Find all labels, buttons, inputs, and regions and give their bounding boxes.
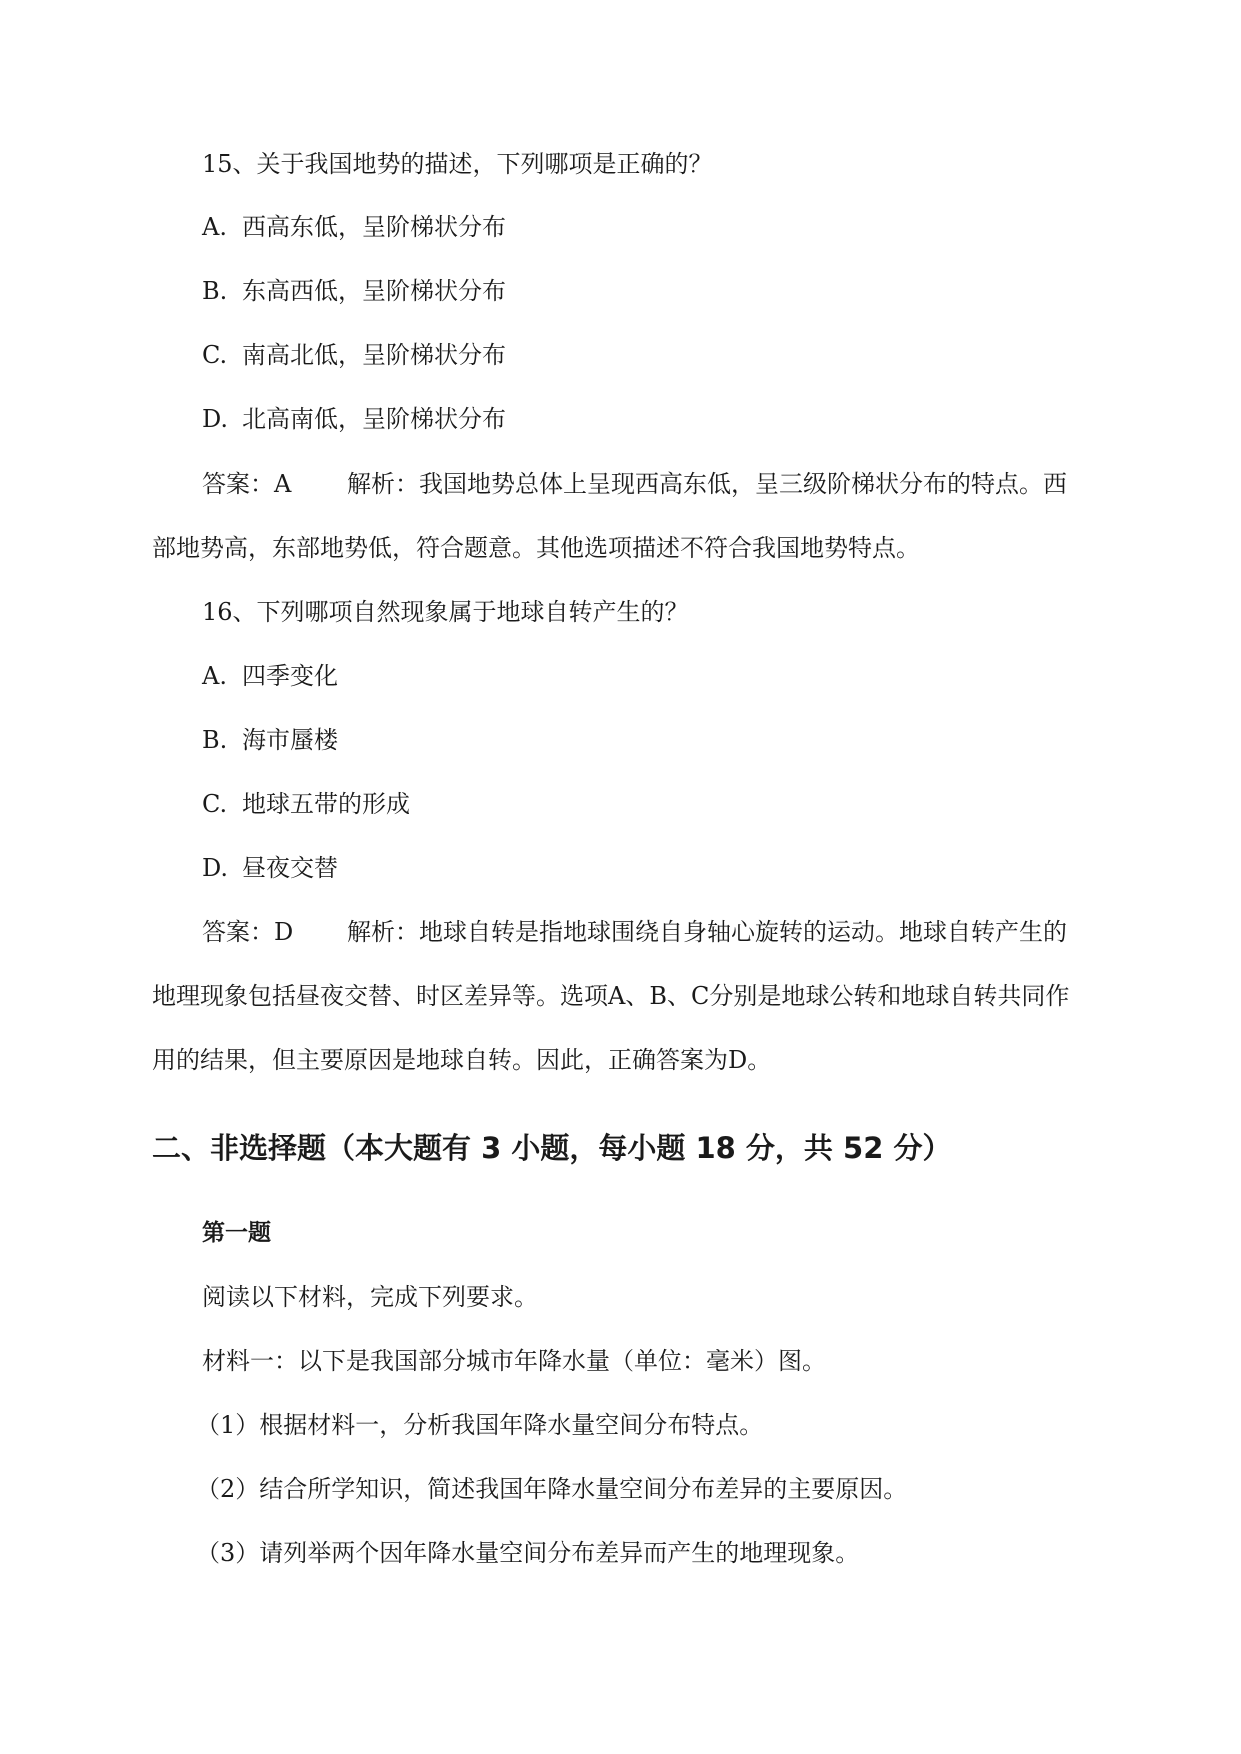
option-letter: A. xyxy=(202,662,227,690)
q16-answer-line xyxy=(202,916,1067,948)
q15-answer-line xyxy=(202,468,1067,500)
q16-option-b xyxy=(202,724,338,756)
q15-option-c xyxy=(202,339,506,371)
option-letter: D. xyxy=(202,854,229,882)
q16-analysis-cont-2: 用的结果，但主要原因是地球自转。因此，正确答案为D。 xyxy=(152,1046,772,1074)
option-text: 北高南低，呈阶梯状分布 xyxy=(242,405,506,433)
q15-answer: 答案：A xyxy=(202,470,292,498)
sub-question-title: 第一题 xyxy=(202,1220,271,1246)
option-text: 昼夜交替 xyxy=(242,854,338,882)
q15-option-d xyxy=(202,403,506,435)
q15-analysis-cont: 部地势高，东部地势低，符合题意。其他选项描述不符合我国地势特点。 xyxy=(152,534,920,562)
option-letter: B. xyxy=(202,726,228,754)
option-letter: B. xyxy=(202,277,228,305)
q15-option-a xyxy=(202,211,506,243)
q16-answer: 答案：D xyxy=(202,918,294,946)
material-description: 材料一：以下是我国部分城市年降水量（单位：毫米）图。 xyxy=(202,1347,826,1375)
option-text: 南高北低，呈阶梯状分布 xyxy=(242,341,506,369)
sub-item-2: （2）结合所学知识，简述我国年降水量空间分布差异的主要原因。 xyxy=(196,1475,908,1503)
option-text: 西高东低，呈阶梯状分布 xyxy=(242,213,506,241)
q16-analysis-cont: 地理现象包括昼夜交替、时区差异等。选项A、B、C分别是地球公转和地球自转共同作 xyxy=(152,982,1070,1010)
q16-option-a xyxy=(202,660,338,692)
option-letter: C. xyxy=(202,790,228,818)
option-text: 地球五带的形成 xyxy=(242,790,410,818)
sub-item-3: （3）请列举两个因年降水量空间分布差异而产生的地理现象。 xyxy=(196,1539,860,1567)
option-text: 四季变化 xyxy=(242,662,338,690)
option-letter: D. xyxy=(202,405,229,433)
q16-option-c xyxy=(202,788,410,820)
option-letter: A. xyxy=(202,213,227,241)
sub-item-1: （1）根据材料一，分析我国年降水量空间分布特点。 xyxy=(196,1411,764,1439)
question-16-stem: 16、下列哪项自然现象属于地球自转产生的？ xyxy=(202,598,689,626)
option-text: 海市蜃楼 xyxy=(242,726,338,754)
question-15-stem: 15、关于我国地势的描述，下列哪项是正确的？ xyxy=(202,150,713,178)
q16-option-d xyxy=(202,852,338,884)
q15-analysis: 解析：我国地势总体上呈现西高东低，呈三级阶梯状分布的特点。西 xyxy=(347,470,1067,498)
q16-analysis: 解析：地球自转是指地球围绕自身轴心旋转的运动。地球自转产生的 xyxy=(347,918,1067,946)
section-title: 二、非选择题（本大题有 3 小题，每小题 18 分，共 52 分） xyxy=(152,1131,952,1165)
q15-option-b xyxy=(202,275,506,307)
option-text: 东高西低，呈阶梯状分布 xyxy=(242,277,506,305)
reading-instruction: 阅读以下材料，完成下列要求。 xyxy=(202,1283,538,1311)
option-letter: C. xyxy=(202,341,228,369)
